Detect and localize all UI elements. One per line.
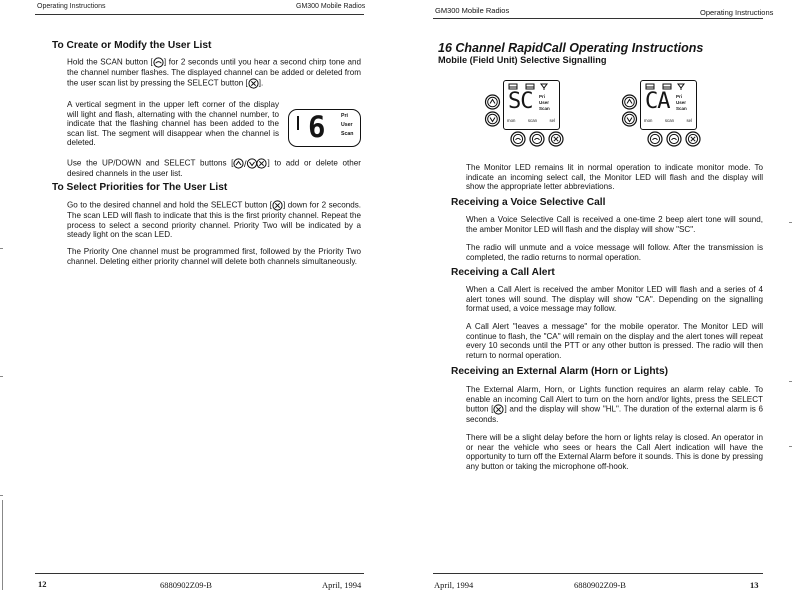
- scan-button-icon: [667, 132, 681, 146]
- left-footer-date: April, 1994: [322, 580, 362, 590]
- up-arrow-icon: [623, 95, 637, 109]
- up-arrow-icon: [486, 95, 500, 109]
- user-label: User: [539, 100, 550, 105]
- sel-label: sel: [686, 118, 692, 123]
- radio-display-text: SC: [508, 89, 533, 114]
- pri-label: Pri: [539, 94, 546, 99]
- scan-label: scan: [664, 118, 674, 123]
- right-page-number: 13: [750, 580, 759, 590]
- select-priorities-p1: [67, 200, 361, 240]
- display-indicator-labels: [676, 94, 687, 112]
- call-alert-p1: When a Call Alert is received the amber Monitor LED will flash and a series of 4 alert tones will sound. The display will show "CA". Depending on the signalling format used, a voice message may follow.: [466, 285, 763, 314]
- create-user-list-heading: To Create or Modify the User List: [52, 40, 212, 51]
- page-subtitle: Mobile (Field Unit) Selective Signalling: [438, 55, 607, 65]
- right-header-left: GM300 Mobile Radios: [435, 6, 510, 15]
- left-footer-rule: [35, 573, 364, 574]
- binding-mark: [0, 495, 3, 496]
- right-footer-rule: [433, 573, 763, 574]
- voice-selective-p1: When a Voice Selective Call is received a one-time 2 beep alert tone will sound, the amber Monitor LED will flash and the display will show "SC".: [466, 215, 763, 234]
- scan-label: scan: [527, 118, 537, 123]
- up-down-buttons: [621, 94, 638, 128]
- margin-mark: [789, 222, 792, 223]
- select-button-icon: [272, 200, 283, 211]
- text-run: Use the UP/DOWN and SELECT buttons [: [67, 158, 234, 168]
- up-down-buttons: [484, 94, 501, 128]
- svg-text:,: ,: [257, 160, 260, 169]
- down-arrow-icon: [486, 112, 500, 126]
- radio-display-frame: [503, 80, 560, 130]
- sel-label: sel: [549, 118, 555, 123]
- user-label: User: [676, 100, 687, 105]
- external-alarm-p1: [466, 385, 763, 425]
- left-page-number: 12: [38, 579, 47, 589]
- intro-paragraph: The Monitor LED remains lit in normal operation to indicate monitor mode. To indicate an incoming select call, the Monitor LED will flash and the display will show the appropriate letter abbreviations.: [466, 163, 763, 192]
- margin-mark: [789, 446, 792, 447]
- text-run: ] to add or delete other desired channels in the user list.: [67, 158, 361, 178]
- pri-label: Pri: [341, 113, 348, 119]
- radio-panel-sc: [482, 80, 574, 152]
- select-priorities-heading: To Select Priorities for The User List: [52, 182, 228, 193]
- mon-label: mon: [507, 118, 516, 123]
- create-user-list-p2: A vertical segment in the upper left corner of the display will light and flash, alternating with the channel number, to indicate that the flashing channel has been added to the scan list. The segment will disappear when the channel is deleted.: [67, 100, 279, 148]
- user-label: User: [341, 122, 353, 128]
- scan-label: Scan: [676, 106, 687, 111]
- text-run: ].: [258, 78, 264, 88]
- display-indicator-labels: [341, 112, 353, 139]
- left-header-right: GM300 Mobile Radios: [296, 3, 366, 10]
- right-footer-date: April, 1994: [434, 580, 474, 590]
- left-doc-number: 6880902Z09-B: [160, 580, 212, 590]
- binding-mark: [0, 248, 3, 249]
- text-run: ] for 2 seconds until you hear a second chirp tone and the channel number flashes. The displayed channel can be added or deleted from the user scan list by pressing the SELECT button [: [67, 57, 361, 88]
- binding-mark: [2, 500, 3, 590]
- channel-digit: 6: [308, 110, 326, 144]
- text-run: Go to the desired channel and hold the SELECT button [: [67, 200, 272, 210]
- function-buttons: [647, 131, 703, 147]
- margin-mark: [789, 381, 792, 382]
- scan-label: Scan: [539, 106, 550, 111]
- scan-label: Scan: [341, 131, 354, 137]
- left-header-rule: [35, 14, 364, 15]
- left-header-left: Operating Instructions: [37, 3, 106, 10]
- text-run: The External Alarm, Horn, or Lights function requires an alarm relay cable. To enable an incoming Call Alert to turn on the horn and/or lights, press the SELECT button [: [466, 385, 763, 414]
- svg-text:/: /: [244, 159, 247, 169]
- function-buttons: [510, 131, 566, 147]
- button-labels: [644, 118, 692, 123]
- right-header-rule: [433, 18, 763, 19]
- scan-button-icon: [530, 132, 544, 146]
- up-down-select-buttons-icon: [233, 158, 267, 169]
- scan-button-icon: [153, 57, 164, 68]
- mon-label: mon: [644, 118, 653, 123]
- text-run: Hold the SCAN button [: [67, 57, 153, 67]
- create-user-list-p1: [67, 57, 361, 89]
- button-labels: [507, 118, 555, 123]
- text-run: ] down for 2 seconds. The scan LED will flash to indicate that this is the first priority channel. Repeat the process to select a second priority channel. Priority Two will be indicated by a steady light on the scan LED.: [67, 200, 361, 240]
- display-indicator-labels: [539, 94, 550, 112]
- select-button-icon: [493, 404, 504, 415]
- page-title: 16 Channel RapidCall Operating Instructions: [438, 41, 704, 55]
- mon-button-icon: [648, 132, 662, 146]
- text-run: ] and the display will show "HL". The duration of the external alarm is 6 seconds.: [466, 404, 763, 425]
- right-header-right: Operating Instructions: [700, 8, 774, 17]
- call-alert-heading: Receiving a Call Alert: [451, 267, 555, 278]
- down-arrow-icon: [623, 112, 637, 126]
- radio-display-text: CA: [645, 89, 670, 114]
- external-alarm-heading: Receiving an External Alarm (Horn or Lights): [451, 366, 668, 377]
- external-alarm-p2: There will be a slight delay before the horn or lights relay is closed. An operator in or near the vehicle who sees or hears the Call Alert indication will have the opportunity to turn off the External Alarm before it sounds. This is done by pressing any button or taking the microphone off-hook.: [466, 433, 763, 471]
- sel-button-icon: [549, 132, 563, 146]
- radio-panel-ca: [619, 80, 711, 152]
- select-priorities-p2: The Priority One channel must be programmed first, followed by the Priority Two channel. Deleting either priority channel will delete both channels simultaneously.: [67, 247, 361, 266]
- channel-display-figure: [288, 109, 361, 147]
- voice-selective-p2: The radio will unmute and a voice message will follow. After the transmission is completed, the radio returns to normal operation.: [466, 243, 763, 262]
- right-doc-number: 6880902Z09-B: [574, 580, 626, 590]
- create-user-list-p3: [67, 158, 361, 179]
- binding-mark: [0, 376, 3, 377]
- call-alert-p2: A Call Alert "leaves a message" for the mobile operator. The Monitor LED will continue to flash, the "CA" will remain on the display and the alert tones will repeat every 10 seconds until the PTT or any other button is pressed. The radio will then return to normal operation.: [466, 322, 763, 360]
- vertical-segment-indicator: [297, 116, 299, 130]
- pri-label: Pri: [676, 94, 683, 99]
- mon-button-icon: [511, 132, 525, 146]
- radio-display-frame: [640, 80, 697, 130]
- voice-selective-heading: Receiving a Voice Selective Call: [451, 197, 606, 208]
- select-button-icon: [248, 78, 259, 89]
- sel-button-icon: [686, 132, 700, 146]
